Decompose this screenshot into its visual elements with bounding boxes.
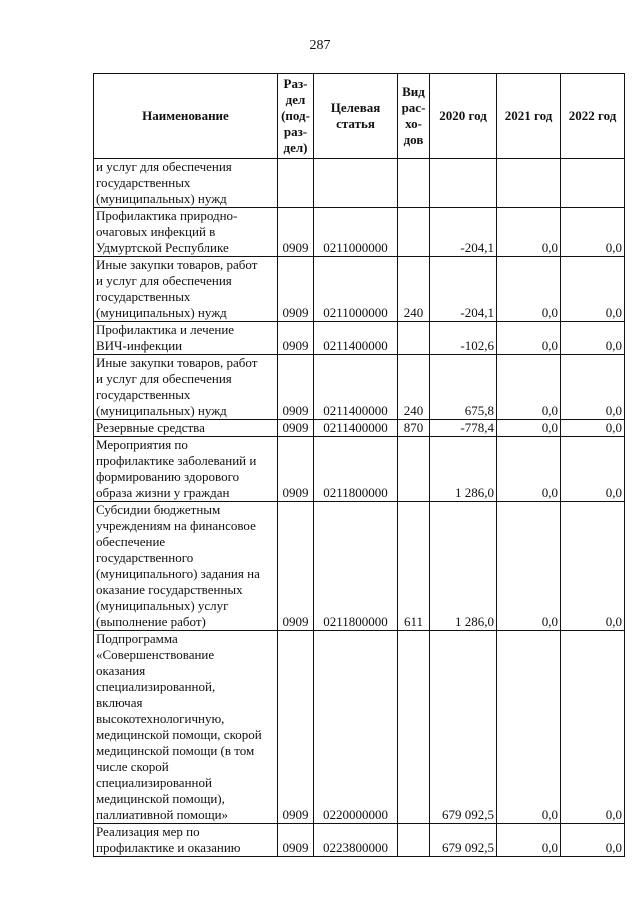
table-header-row [94, 74, 625, 159]
row-section: 0909 [278, 355, 314, 420]
row-section: 0909 [278, 208, 314, 257]
row-2021: 0,0 [497, 437, 561, 502]
row-name: и услуг для обеспечения государственных (муниципальных) нужд [94, 159, 278, 208]
row-expense [398, 322, 430, 355]
table-row [94, 257, 625, 322]
row-name: Профилактика природно- очаговых инфекций в Удмуртской Республике [94, 208, 278, 257]
header-2022: 2022 год [561, 74, 625, 159]
row-name: Субсидии бюджетным учреждениям на финансовое обеспечение государственного (муниципального) задания на оказание государственных (муниципальных) услуг (выполнение работ) [94, 502, 278, 631]
table-row [94, 159, 625, 208]
row-2021: 0,0 [497, 631, 561, 824]
row-2021: 0,0 [497, 355, 561, 420]
header-section: Раз- дел (под- раз- дел) [278, 74, 314, 159]
row-2020: 675,8 [430, 355, 497, 420]
row-name: Резервные средства [94, 420, 278, 437]
row-section: 0909 [278, 437, 314, 502]
header-article: Целевая статья [314, 74, 398, 159]
table-row [94, 322, 625, 355]
row-2022: 0,0 [561, 208, 625, 257]
row-2021 [497, 159, 561, 208]
row-2020: 1 286,0 [430, 437, 497, 502]
header-2021: 2021 год [497, 74, 561, 159]
row-expense [398, 824, 430, 857]
row-2021: 0,0 [497, 322, 561, 355]
row-2021: 0,0 [497, 208, 561, 257]
row-2020 [430, 159, 497, 208]
row-2020: 679 092,5 [430, 824, 497, 857]
row-name: Иные закупки товаров, работ и услуг для обеспечения государственных (муниципальных) нужд [94, 355, 278, 420]
row-2020: -778,4 [430, 420, 497, 437]
row-2021: 0,0 [497, 420, 561, 437]
row-2020: 679 092,5 [430, 631, 497, 824]
row-2021: 0,0 [497, 257, 561, 322]
row-2022 [561, 159, 625, 208]
table-row [94, 631, 625, 824]
row-article: 0211000000 [314, 208, 398, 257]
header-2020: 2020 год [430, 74, 497, 159]
row-name: Реализация мер по профилактике и оказанию [94, 824, 278, 857]
row-expense [398, 437, 430, 502]
row-expense: 240 [398, 257, 430, 322]
row-article [314, 159, 398, 208]
page-number: 287 [309, 38, 331, 53]
row-2022: 0,0 [561, 824, 625, 857]
row-article: 0211800000 [314, 437, 398, 502]
table-row [94, 437, 625, 502]
table-row [94, 420, 625, 437]
row-article: 0211800000 [314, 502, 398, 631]
row-2021: 0,0 [497, 502, 561, 631]
table-row [94, 824, 625, 857]
row-name: Мероприятия по профилактике заболеваний и формированию здорового образа жизни у граждан [94, 437, 278, 502]
row-section [278, 159, 314, 208]
row-2020: -204,1 [430, 257, 497, 322]
row-expense: 240 [398, 355, 430, 420]
row-2020: -102,6 [430, 322, 497, 355]
row-expense [398, 208, 430, 257]
row-section: 0909 [278, 257, 314, 322]
row-name: Профилактика и лечение ВИЧ-инфекции [94, 322, 278, 355]
row-section: 0909 [278, 322, 314, 355]
table-row [94, 502, 625, 631]
table-row [94, 208, 625, 257]
row-2022: 0,0 [561, 631, 625, 824]
row-2022: 0,0 [561, 502, 625, 631]
row-article: 0211400000 [314, 322, 398, 355]
header-name: Наименование [94, 74, 278, 159]
row-2022: 0,0 [561, 355, 625, 420]
row-section: 0909 [278, 631, 314, 824]
row-expense: 611 [398, 502, 430, 631]
row-section: 0909 [278, 420, 314, 437]
row-name: Иные закупки товаров, работ и услуг для обеспечения государственных (муниципальных) нужд [94, 257, 278, 322]
row-expense: 870 [398, 420, 430, 437]
row-2020: 1 286,0 [430, 502, 497, 631]
row-section: 0909 [278, 502, 314, 631]
header-expense: Вид рас- хо- дов [398, 74, 430, 159]
budget-table [93, 73, 625, 857]
row-article: 0211400000 [314, 355, 398, 420]
row-2022: 0,0 [561, 257, 625, 322]
row-name: Подпрограмма «Совершенствование оказания специализированной, включая высокотехнологичную, медицинской помощи, скорой медицинской помощи (в том числе скорой специализированной медицинской помощи), паллиативной помощи» [94, 631, 278, 824]
row-2021: 0,0 [497, 824, 561, 857]
row-2022: 0,0 [561, 437, 625, 502]
row-section: 0909 [278, 824, 314, 857]
row-2022: 0,0 [561, 322, 625, 355]
row-2022: 0,0 [561, 420, 625, 437]
table-row [94, 355, 625, 420]
row-article: 0211400000 [314, 420, 398, 437]
row-expense [398, 631, 430, 824]
row-2020: -204,1 [430, 208, 497, 257]
row-article: 0223800000 [314, 824, 398, 857]
row-expense [398, 159, 430, 208]
row-article: 0211000000 [314, 257, 398, 322]
row-article: 0220000000 [314, 631, 398, 824]
